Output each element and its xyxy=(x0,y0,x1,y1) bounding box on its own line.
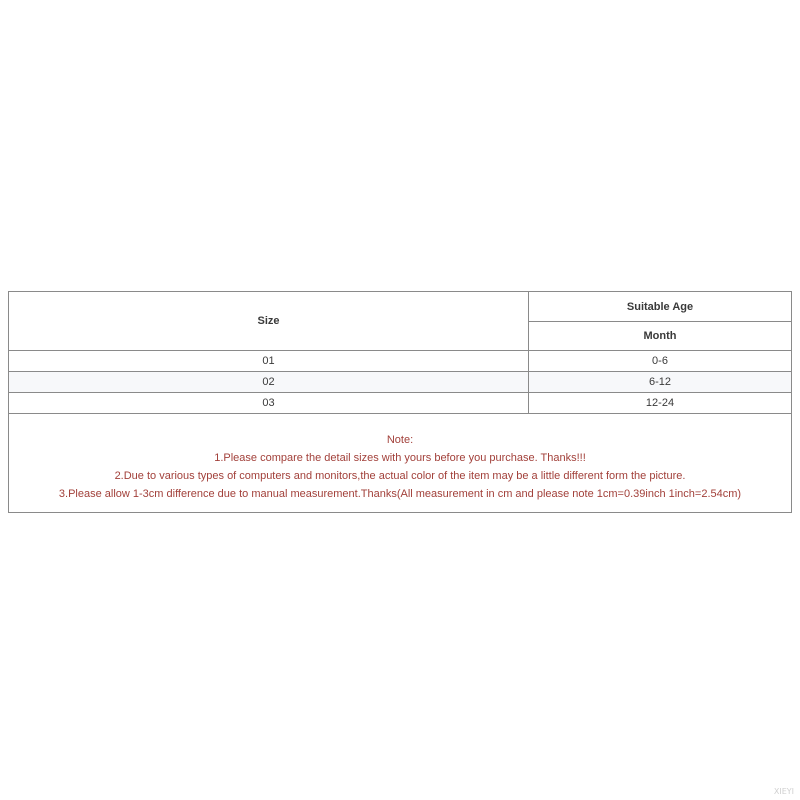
suitable-age-header: Suitable Age xyxy=(529,292,792,322)
month-cell: 0-6 xyxy=(529,351,792,372)
size-cell: 02 xyxy=(9,372,529,393)
watermark: XIEYI xyxy=(773,787,794,796)
size-column-header: Size xyxy=(9,292,529,351)
month-cell: 6-12 xyxy=(529,372,792,393)
size-cell: 03 xyxy=(9,393,529,414)
note-line-1: 1.Please compare the detail sizes with yours before you purchase. Thanks!!! xyxy=(214,452,586,464)
table-header-row xyxy=(9,292,792,322)
table-row xyxy=(9,351,792,372)
table-row xyxy=(9,393,792,414)
month-cell: 12-24 xyxy=(529,393,792,414)
note-cell xyxy=(9,414,792,513)
note-line-3: 3.Please allow 1-3cm difference due to manual measurement.Thanks(All measurement in cm and please note 1cm=0.39inch 1inch=2.54cm) xyxy=(58,488,742,500)
note-title: Note: xyxy=(386,434,414,446)
size-cell: 01 xyxy=(9,351,529,372)
size-chart-table xyxy=(8,291,792,513)
month-header: Month xyxy=(529,322,792,351)
note-line-2: 2.Due to various types of computers and monitors,the actual color of the item may be a little different form the picture. xyxy=(114,470,686,482)
table-row xyxy=(9,372,792,393)
note-row xyxy=(9,414,792,513)
